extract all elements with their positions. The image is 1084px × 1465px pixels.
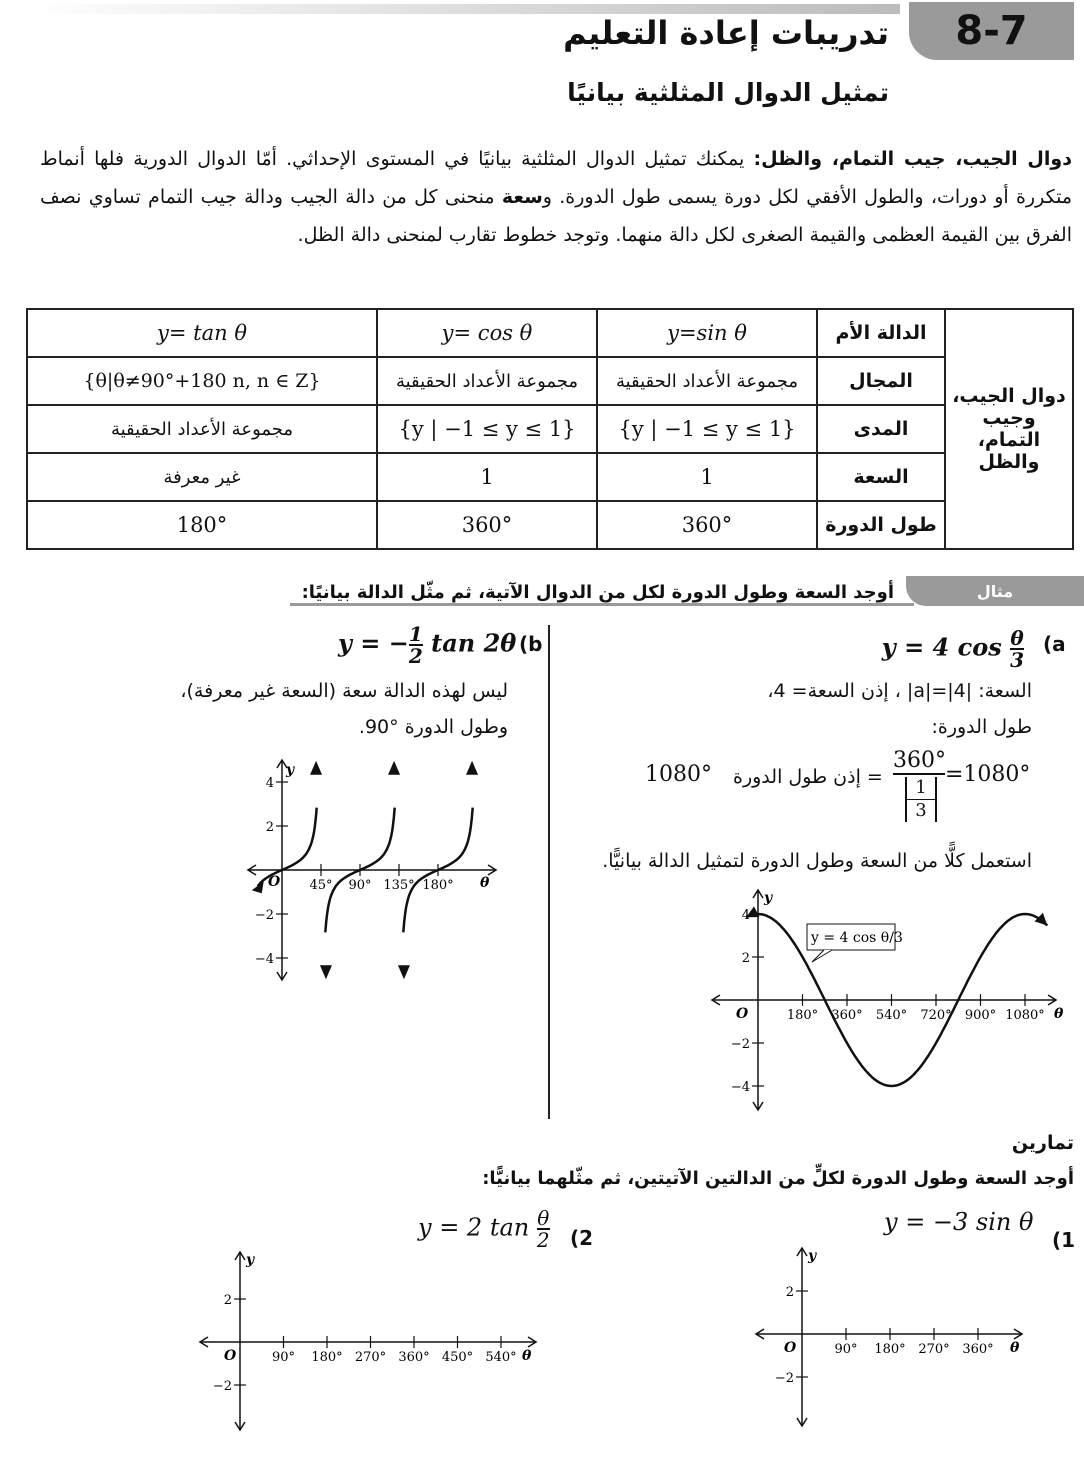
period-fraction: [893, 748, 945, 822]
table-cell: 360°: [377, 501, 597, 549]
table-cell: 1: [597, 453, 817, 501]
x-tick-label: 90°: [271, 1350, 296, 1365]
tan-arrow: [310, 761, 322, 775]
header-rule: [30, 4, 900, 14]
table-cell: {y | −1 ≤ y ≤ 1}: [377, 405, 597, 453]
x-axis-label: θ: [522, 1348, 532, 1364]
example-b-line-1: ليس لهذه الدالة سعة (السعة غير معرفة)،: [180, 680, 508, 702]
column-divider: [548, 625, 550, 1119]
x-tick-label: 360°: [398, 1350, 430, 1365]
example-b-equation: y = − $\frac{1}{2}$ tan 2θ: [338, 622, 517, 668]
x-tick-label: 180°: [422, 878, 454, 893]
tan-arrow: [398, 965, 410, 979]
callout-pointer: [812, 950, 832, 962]
y-tick-label: −2: [730, 1037, 750, 1052]
row-label-period: طول الدورة: [817, 501, 945, 549]
tan-arrow-left: [252, 881, 264, 893]
table-row: [27, 405, 1073, 453]
tan-arrow: [320, 965, 332, 979]
row-label-range: المدى: [817, 405, 945, 453]
example-a-line-1: السعة: |a|=|4| ، إذن السعة= 4،: [767, 680, 1032, 702]
x-tick-label: 540°: [875, 1008, 908, 1023]
example-a-period-calc: [645, 748, 1035, 838]
intro-text-2: منحنى كل من دالة الجيب ودالة جيب التمام تساوي نصف الفرق بين القيمة العظمى والقيمة الصغرى لكل دالة منهما. وتوجد خطوط تقارب لمنحنى دالة الظل.: [40, 186, 1072, 246]
lesson-number-tab: [909, 2, 1074, 60]
table-col-tan: y= tan θ: [27, 309, 377, 357]
callout-text: y = 4 cos θ/3: [811, 930, 903, 946]
y-tick-label: −4: [254, 952, 274, 967]
exercise-1-graph[interactable]: [752, 1244, 1032, 1430]
table-side-label: دوال الجيب، وجيب التمام، والظل: [945, 309, 1073, 549]
y-tick-label: 2: [223, 1293, 232, 1308]
example-a-tag: (a: [1043, 632, 1066, 656]
intro-paragraph: [40, 140, 1072, 254]
table-cell: مجموعة الأعداد الحقيقية: [27, 405, 377, 453]
y-axis-label: y: [808, 1248, 817, 1264]
table-cell: 180°: [27, 501, 377, 549]
y-tick-label: −4: [730, 1080, 750, 1095]
y-tick-label: 2: [785, 1285, 794, 1300]
period-numerator: 360°: [893, 748, 946, 773]
origin-label: O: [268, 874, 281, 890]
x-tick-label: 360°: [962, 1342, 994, 1357]
example-b-tag: (b: [519, 632, 543, 656]
exercises-heading: تمارين: [1011, 1132, 1074, 1154]
x-tick-label: 45°: [309, 878, 333, 893]
table-row: [27, 453, 1073, 501]
x-tick-label: 1080°: [1005, 1008, 1045, 1023]
y-tick-label: −2: [254, 908, 274, 923]
table-cell: {y | −1 ≤ y ≤ 1}: [597, 405, 817, 453]
tan-arrow: [466, 761, 478, 775]
row-label-amplitude: السعة: [817, 453, 945, 501]
y-axis-label: y: [246, 1252, 255, 1268]
x-tick-label: 135°: [383, 878, 415, 893]
tan-arrow: [388, 761, 400, 775]
example-rule: [290, 603, 914, 606]
y-tick-label: 4: [265, 776, 274, 791]
period-denominator: 1 3: [905, 777, 937, 822]
table-cell: 1: [377, 453, 597, 501]
x-tick-label: 900°: [964, 1008, 997, 1023]
exercises-prompt: أوجد السعة وطول الدورة لكلٍّ من الدالتين الآتيتين، ثم مثّلهما بيانيًّا:: [482, 1168, 1074, 1189]
y-tick-label: −2: [212, 1379, 232, 1394]
x-tick-label: 90°: [834, 1342, 858, 1357]
x-tick-label: 180°: [874, 1342, 906, 1357]
table-cell: مجموعة الأعداد الحقيقية: [597, 357, 817, 405]
exercise-1-equation: y = −3 sin θ: [884, 1208, 1034, 1236]
x-axis-label: θ: [480, 875, 490, 891]
curve-arrow-right: [1035, 913, 1048, 926]
table-cell: {θ|θ≠90°+180 n, n ∈ Z}: [27, 357, 377, 405]
table-header-label: الدالة الأم: [817, 309, 945, 357]
cos-graph: [706, 884, 1066, 1116]
origin-label: O: [736, 1006, 749, 1022]
example-tab: مثال: [906, 576, 1084, 606]
table-row: [27, 501, 1073, 549]
y-tick-label: −2: [774, 1371, 794, 1386]
y-tick-label: 4: [741, 908, 750, 923]
table-cell: غير معرفة: [27, 453, 377, 501]
exercise-2-tag: (2: [570, 1226, 594, 1250]
x-tick-label: 90°: [348, 878, 372, 893]
x-tick-label: 720°: [920, 1008, 952, 1023]
origin-label: O: [224, 1348, 237, 1364]
x-tick-label: 180°: [311, 1350, 343, 1365]
y-axis-label: y: [764, 890, 773, 906]
period-result-label: = إذن طول الدورة: [733, 766, 883, 788]
example-b-line-2: وطول الدورة °90.: [358, 716, 508, 738]
intro-amplitude-word: سعة: [501, 186, 543, 208]
x-tick-label: 270°: [918, 1342, 950, 1357]
example-a-line-2: طول الدورة:: [931, 716, 1032, 738]
table-cell: مجموعة الأعداد الحقيقية: [377, 357, 597, 405]
table-row: [27, 357, 1073, 405]
page-title: تدريبات إعادة التعليم: [563, 14, 889, 52]
x-axis-label: θ: [1010, 1340, 1020, 1356]
intro-heading: دوال الجيب، جيب التمام، والظل:: [753, 148, 1072, 170]
exercise-2-equation: y = 2 tan $\frac{\theta}{2}$: [418, 1206, 550, 1252]
period-result-value: 1080°: [645, 762, 712, 787]
table-col-cos: y= cos θ: [377, 309, 597, 357]
y-tick-label: 2: [265, 820, 274, 835]
x-axis-label: θ: [1054, 1006, 1064, 1022]
x-tick-label: 270°: [354, 1350, 387, 1365]
intro-text-1: يمكنك تمثيل الدوال المثلثية بيانيًا في المستوى الإحداثي. أمّا الدوال الدورية فلها أنماط متكررة أو دورات، والطول الأفقي لكل دورة يسمى طول الدورة. و: [40, 148, 1072, 208]
example-a-line-3: استعمل كلًّا من السعة وطول الدورة لتمثيل الدالة بيانيًّا.: [602, 850, 1032, 872]
table-col-sin: y=sin θ: [597, 309, 817, 357]
x-tick-label: 360°: [831, 1008, 863, 1023]
example-prompt: أوجد السعة وطول الدورة لكل من الدوال الآتية، ثم مثّل الدالة بيانيًا:: [301, 582, 894, 603]
x-tick-label: 180°: [786, 1008, 819, 1023]
example-a-equation: y = 4 cos $\frac{\theta}{3}$: [881, 626, 1024, 672]
page-subtitle: تمثيل الدوال المثلثية بيانيًا: [567, 78, 889, 107]
tan-graph: [238, 756, 508, 986]
table-cell: 360°: [597, 501, 817, 549]
x-tick-label: 450°: [441, 1350, 474, 1365]
y-tick-label: 2: [741, 951, 750, 966]
exercise-2-graph[interactable]: [196, 1248, 546, 1434]
origin-label: O: [784, 1340, 797, 1356]
exercise-1-tag: (1: [1052, 1228, 1076, 1252]
table-header-row: [27, 309, 1073, 357]
y-axis-label: y: [286, 762, 295, 778]
period-value: =1080°: [945, 762, 1031, 787]
functions-table: [26, 308, 1074, 550]
row-label-domain: المجال: [817, 357, 945, 405]
lesson-number: 8-7: [955, 8, 1028, 54]
x-tick-label: 540°: [485, 1350, 517, 1365]
